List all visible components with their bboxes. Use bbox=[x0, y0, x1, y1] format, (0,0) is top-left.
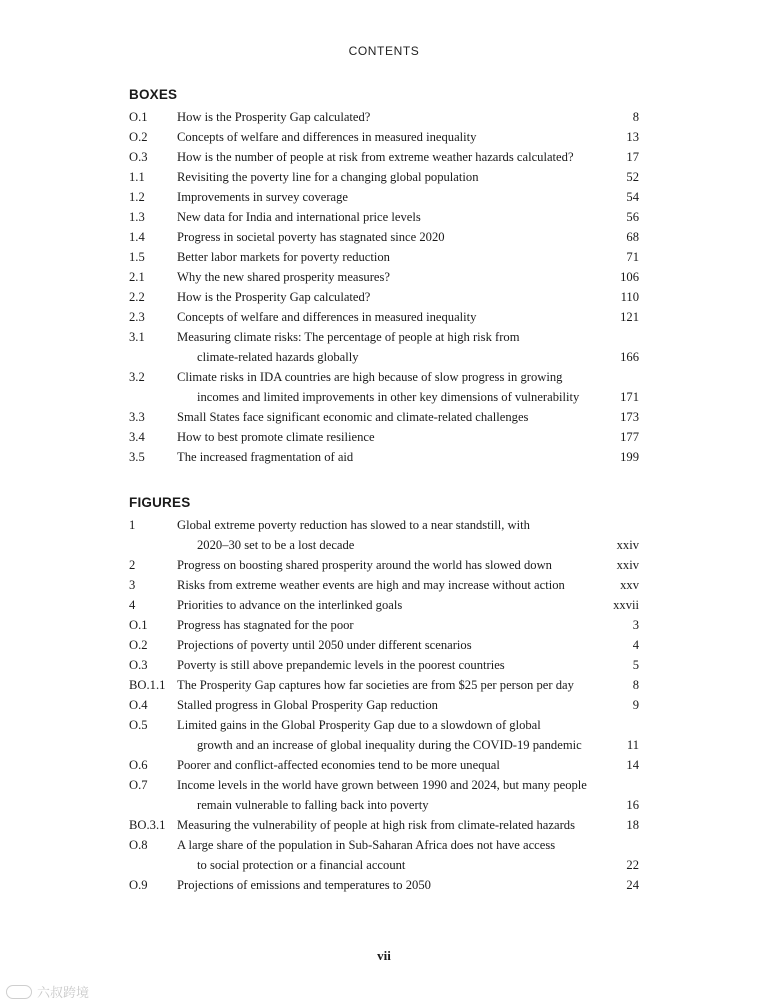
toc-entry[interactable] bbox=[129, 655, 639, 675]
toc-entry-number: O.8 bbox=[129, 838, 148, 852]
toc-entry-title: How is the Prosperity Gap calculated? bbox=[177, 110, 371, 124]
toc-entry-page: 8 bbox=[632, 110, 639, 124]
toc-entry-page: 4 bbox=[632, 638, 639, 652]
toc-entry-body bbox=[177, 287, 639, 307]
toc-entry-line bbox=[177, 755, 639, 775]
toc-entry-page: 17 bbox=[626, 150, 639, 164]
figures-section bbox=[129, 493, 639, 895]
toc-entry-title: to social protection or a financial account bbox=[197, 858, 406, 872]
toc-entry-line bbox=[177, 307, 639, 327]
toc-entry-number: O.7 bbox=[129, 778, 148, 792]
toc-entry[interactable] bbox=[129, 187, 639, 207]
toc-entry-line bbox=[177, 347, 639, 367]
toc-entry-body bbox=[177, 615, 639, 635]
toc-entry-page: 16 bbox=[626, 798, 639, 812]
toc-entry[interactable] bbox=[129, 695, 639, 715]
toc-entry-title: Global extreme poverty reduction has slowed to a near standstill, with bbox=[177, 518, 530, 532]
toc-entry-number: 1.2 bbox=[129, 190, 145, 204]
toc-entry-page: 5 bbox=[632, 658, 639, 672]
toc-entry-title: Projections of poverty until 2050 under different scenarios bbox=[177, 638, 472, 652]
toc-entry-line bbox=[177, 735, 639, 755]
toc-entry-page: 71 bbox=[626, 250, 639, 264]
toc-entry[interactable] bbox=[129, 147, 639, 167]
toc-entry-body bbox=[177, 555, 639, 575]
toc-entry[interactable] bbox=[129, 127, 639, 147]
toc-entry[interactable] bbox=[129, 675, 639, 695]
watermark-text: 六叔跨境 bbox=[37, 986, 90, 1001]
toc-entry-page: 54 bbox=[626, 190, 639, 204]
watermark bbox=[6, 982, 89, 1001]
toc-entry-page: 173 bbox=[620, 410, 639, 424]
toc-entry-title: 2020–30 set to be a lost decade bbox=[197, 538, 355, 552]
toc-entry-title: Concepts of welfare and differences in measured inequality bbox=[177, 310, 477, 324]
toc-entry-title: Better labor markets for poverty reduction bbox=[177, 250, 390, 264]
toc-entry-page: 68 bbox=[626, 230, 639, 244]
toc-entry[interactable] bbox=[129, 407, 639, 427]
toc-entry-page: 121 bbox=[620, 310, 639, 324]
toc-entry-title: Why the new shared prosperity measures? bbox=[177, 270, 390, 284]
toc-entry-page: 22 bbox=[626, 858, 639, 872]
toc-entry-page: 14 bbox=[626, 758, 639, 772]
page-number: vii bbox=[377, 948, 391, 963]
toc-entry-number: O.6 bbox=[129, 758, 148, 772]
toc-entry-body bbox=[177, 167, 639, 187]
toc-entry[interactable] bbox=[129, 875, 639, 895]
toc-entry-line bbox=[177, 695, 639, 715]
toc-entry-line bbox=[177, 655, 639, 675]
toc-entry[interactable] bbox=[129, 227, 639, 247]
toc-entry-line bbox=[177, 267, 639, 287]
toc-entry-number: O.1 bbox=[129, 618, 148, 632]
toc-entry-number: 4 bbox=[129, 598, 136, 612]
toc-entry-title: growth and an increase of global inequality during the COVID-19 pandemic bbox=[197, 738, 582, 752]
toc-entry-page: 24 bbox=[626, 878, 639, 892]
toc-entry-title: Measuring the vulnerability of people at high risk from climate-related hazards bbox=[177, 818, 575, 832]
toc-entry-body bbox=[177, 227, 639, 247]
toc-entry-title: Poorer and conflict-affected economies tend to be more unequal bbox=[177, 758, 500, 772]
toc-entry-body bbox=[177, 775, 639, 815]
toc-entry-title: Concepts of welfare and differences in measured inequality bbox=[177, 130, 477, 144]
boxes-heading: BOXES bbox=[129, 87, 178, 102]
toc-entry[interactable] bbox=[129, 575, 639, 595]
toc-entry-line bbox=[177, 595, 639, 615]
toc-entry[interactable] bbox=[129, 287, 639, 307]
toc-entry[interactable] bbox=[129, 167, 639, 187]
toc-entry-body bbox=[177, 695, 639, 715]
toc-entry-title: How is the Prosperity Gap calculated? bbox=[177, 290, 371, 304]
toc-entry-page: 3 bbox=[632, 618, 639, 632]
toc-entry-line bbox=[177, 207, 639, 227]
toc-entry-body bbox=[177, 247, 639, 267]
toc-entry-body bbox=[177, 447, 639, 467]
figures-heading: FIGURES bbox=[129, 495, 191, 510]
toc-entry-number: 3.1 bbox=[129, 330, 145, 344]
toc-entry[interactable] bbox=[129, 595, 639, 615]
toc-entry-title: incomes and limited improvements in other key dimensions of vulnerability bbox=[197, 390, 580, 404]
toc-entry-line bbox=[177, 675, 639, 695]
toc-entry-line bbox=[177, 555, 639, 575]
toc-entry-line bbox=[177, 575, 639, 595]
toc-entry-body bbox=[177, 575, 639, 595]
toc-entry[interactable] bbox=[129, 635, 639, 655]
toc-entry-line bbox=[177, 167, 639, 187]
toc-entry-title: Progress on boosting shared prosperity around the world has slowed down bbox=[177, 558, 552, 572]
toc-entry-body bbox=[177, 267, 639, 287]
toc-entry-number: 2 bbox=[129, 558, 136, 572]
toc-entry-title: The Prosperity Gap captures how far societies are from $25 per person per day bbox=[177, 678, 574, 692]
toc-entry-line bbox=[177, 407, 639, 427]
toc-entry-line bbox=[177, 535, 639, 555]
boxes-entries bbox=[129, 107, 639, 467]
toc-entry-title: Poverty is still above prepandemic levels in the poorest countries bbox=[177, 658, 505, 672]
toc-entry-number: 1.4 bbox=[129, 230, 145, 244]
toc-entry-line bbox=[177, 515, 639, 535]
toc-entry[interactable] bbox=[129, 207, 639, 227]
toc-entry-line bbox=[177, 835, 639, 855]
toc-entry-page: 110 bbox=[620, 290, 639, 304]
toc-entry-line bbox=[177, 147, 639, 167]
toc-entry-number: 3.3 bbox=[129, 410, 145, 424]
toc-entry-body bbox=[177, 107, 639, 127]
toc-entry-title: Risks from extreme weather events are high and may increase without action bbox=[177, 578, 565, 592]
toc-entry-line bbox=[177, 127, 639, 147]
toc-entry-line bbox=[177, 875, 639, 895]
toc-entry[interactable] bbox=[129, 715, 639, 755]
toc-entry[interactable] bbox=[129, 367, 639, 407]
toc-entry-title: Climate risks in IDA countries are high because of slow progress in growing bbox=[177, 370, 563, 384]
toc-entry-line bbox=[177, 635, 639, 655]
toc-entry-body bbox=[177, 407, 639, 427]
toc-entry-line bbox=[177, 247, 639, 267]
toc-entry-number: 2.3 bbox=[129, 310, 145, 324]
toc-entry-page: 199 bbox=[620, 450, 639, 464]
toc-entry-number: O.1 bbox=[129, 110, 148, 124]
toc-entry-body bbox=[177, 655, 639, 675]
toc-entry-number: 1.3 bbox=[129, 210, 145, 224]
boxes-section bbox=[129, 85, 639, 467]
toc-entry-line bbox=[177, 327, 639, 347]
toc-entry-body bbox=[177, 147, 639, 167]
toc-entry-body bbox=[177, 875, 639, 895]
toc-entry[interactable] bbox=[129, 427, 639, 447]
toc-entry-body bbox=[177, 755, 639, 775]
toc-entry-page: 13 bbox=[626, 130, 639, 144]
toc-entry-title: Income levels in the world have grown between 1990 and 2024, but many people bbox=[177, 778, 587, 792]
toc-entry-number: 1 bbox=[129, 518, 136, 532]
toc-entry[interactable] bbox=[129, 515, 639, 555]
running-head: CONTENTS bbox=[348, 44, 420, 58]
toc-entry-title: Measuring climate risks: The percentage of people at high risk from bbox=[177, 330, 520, 344]
toc-entry-body bbox=[177, 367, 639, 407]
toc-entry-page: 166 bbox=[620, 350, 639, 364]
toc-entry-body bbox=[177, 327, 639, 367]
toc-entry-title: Limited gains in the Global Prosperity Gap due to a slowdown of global bbox=[177, 718, 541, 732]
toc-entry-line bbox=[177, 427, 639, 447]
toc-entry-line bbox=[177, 715, 639, 735]
toc-entry-title: climate-related hazards globally bbox=[197, 350, 359, 364]
toc-entry-number: BO.3.1 bbox=[129, 818, 166, 832]
toc-entry-body bbox=[177, 187, 639, 207]
toc-entry-page: 9 bbox=[632, 698, 639, 712]
toc-entry[interactable] bbox=[129, 755, 639, 775]
toc-entry-title: How to best promote climate resilience bbox=[177, 430, 375, 444]
toc-entry-body bbox=[177, 307, 639, 327]
toc-entry-number: O.3 bbox=[129, 658, 148, 672]
toc-entry-body bbox=[177, 427, 639, 447]
toc-entry-body bbox=[177, 675, 639, 695]
toc-entry-number: O.5 bbox=[129, 718, 148, 732]
toc-entry[interactable] bbox=[129, 447, 639, 467]
toc-entry-line bbox=[177, 187, 639, 207]
toc-entry-line bbox=[177, 227, 639, 247]
figures-entries bbox=[129, 515, 639, 895]
toc-entry-title: Stalled progress in Global Prosperity Gap reduction bbox=[177, 698, 438, 712]
toc-entry[interactable] bbox=[129, 327, 639, 367]
toc-entry-title: remain vulnerable to falling back into poverty bbox=[197, 798, 429, 812]
toc-entry[interactable] bbox=[129, 835, 639, 875]
toc-entry-body bbox=[177, 595, 639, 615]
toc-entry-body bbox=[177, 635, 639, 655]
toc-entry-line bbox=[177, 107, 639, 127]
toc-entry-page: 52 bbox=[626, 170, 639, 184]
toc-entry-page: 171 bbox=[620, 390, 639, 404]
toc-entry-line bbox=[177, 795, 639, 815]
toc-entry-line bbox=[177, 615, 639, 635]
toc-entry-number: O.9 bbox=[129, 878, 148, 892]
toc-entry-page: 11 bbox=[626, 738, 639, 752]
toc-entry-page: 106 bbox=[620, 270, 639, 284]
toc-entry[interactable] bbox=[129, 307, 639, 327]
toc-entry-number: 1.1 bbox=[129, 170, 145, 184]
toc-entry-title: Priorities to advance on the interlinked goals bbox=[177, 598, 403, 612]
toc-entry-number: 2.1 bbox=[129, 270, 145, 284]
toc-entry[interactable] bbox=[129, 615, 639, 635]
toc-entry-page: xxvii bbox=[613, 598, 639, 612]
toc-entry-title: The increased fragmentation of aid bbox=[177, 450, 354, 464]
toc-entry-title: Projections of emissions and temperatures to 2050 bbox=[177, 878, 431, 892]
toc-entry-title: Progress in societal poverty has stagnated since 2020 bbox=[177, 230, 445, 244]
toc-entry-number: BO.1.1 bbox=[129, 678, 166, 692]
toc-entry-number: O.4 bbox=[129, 698, 148, 712]
toc-entry-line bbox=[177, 367, 639, 387]
toc-entry-page: 8 bbox=[632, 678, 639, 692]
toc-entry-body bbox=[177, 715, 639, 755]
toc-entry-title: Progress has stagnated for the poor bbox=[177, 618, 354, 632]
toc-entry-number: O.2 bbox=[129, 130, 148, 144]
toc-entry[interactable] bbox=[129, 267, 639, 287]
toc-entry-title: Improvements in survey coverage bbox=[177, 190, 349, 204]
toc-entry-number: O.2 bbox=[129, 638, 148, 652]
toc-entry-title: New data for India and international price levels bbox=[177, 210, 421, 224]
toc-entry-number: 2.2 bbox=[129, 290, 145, 304]
toc-entry-page: 18 bbox=[626, 818, 639, 832]
toc-entry-page: 177 bbox=[620, 430, 639, 444]
toc-entry-title: How is the number of people at risk from extreme weather hazards calculated? bbox=[177, 150, 574, 164]
toc-entry-number: 1.5 bbox=[129, 250, 145, 264]
toc-entry-title: Small States face significant economic and climate-related challenges bbox=[177, 410, 529, 424]
toc-entry-body bbox=[177, 127, 639, 147]
toc-entry-body bbox=[177, 207, 639, 227]
toc-entry-line bbox=[177, 855, 639, 875]
toc-entry-page: xxiv bbox=[616, 558, 639, 572]
toc-entry-line bbox=[177, 815, 639, 835]
toc-entry-body bbox=[177, 515, 639, 555]
toc-entry[interactable] bbox=[129, 815, 639, 835]
toc-entry[interactable] bbox=[129, 775, 639, 815]
toc-entry-page: 56 bbox=[626, 210, 639, 224]
toc-entry-number: 3 bbox=[129, 578, 136, 592]
toc-entry-number: 3.2 bbox=[129, 370, 145, 384]
watermark-logo-icon bbox=[6, 985, 32, 999]
toc-entry-number: 3.5 bbox=[129, 450, 145, 464]
toc-entry-title: Revisiting the poverty line for a changing global population bbox=[177, 170, 479, 184]
toc-entry-line bbox=[177, 387, 639, 407]
toc-entry[interactable] bbox=[129, 107, 639, 127]
toc-entry-line bbox=[177, 287, 639, 307]
toc-entry-line bbox=[177, 447, 639, 467]
toc-entry-page: xxv bbox=[620, 578, 639, 592]
toc-entry-title: A large share of the population in Sub-Saharan Africa does not have access bbox=[177, 838, 556, 852]
toc-entry-line bbox=[177, 775, 639, 795]
toc-entry-page: xxiv bbox=[616, 538, 639, 552]
toc-entry[interactable] bbox=[129, 247, 639, 267]
toc-entry-number: 3.4 bbox=[129, 430, 145, 444]
toc-entry-body bbox=[177, 815, 639, 835]
toc-entry-body bbox=[177, 835, 639, 875]
toc-entry-number: O.3 bbox=[129, 150, 148, 164]
toc-entry[interactable] bbox=[129, 555, 639, 575]
